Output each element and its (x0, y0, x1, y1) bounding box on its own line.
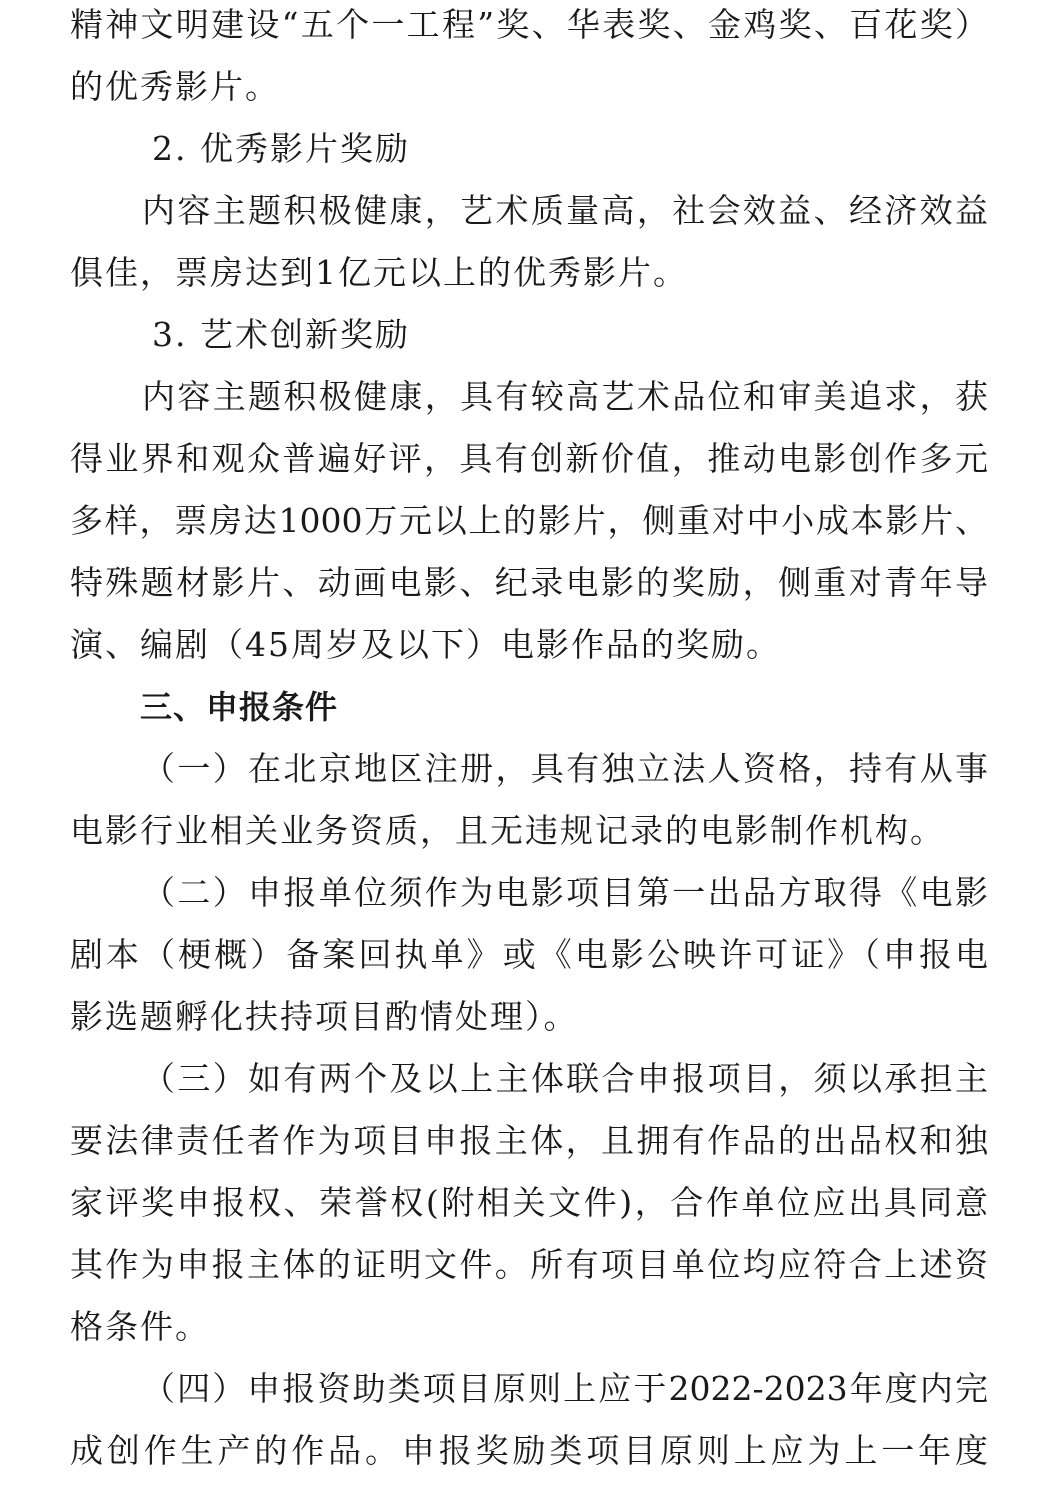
section-item-heading: 2. 优秀影片奖励 (152, 129, 410, 168)
text-line: 多样，票房达1000万元以上的影片，侧重对中小成本影片、 (70, 501, 988, 540)
text-line: （四）申报资助类项目原则上应于2022-2023年度内完 (142, 1369, 988, 1408)
text-line: 影选题孵化扶持项目酌情处理）。 (70, 997, 579, 1036)
section-item-heading: 3. 艺术创新奖励 (152, 315, 410, 354)
text-line: 电影行业相关业务资质，且无违规记录的电影制作机构。 (70, 811, 945, 850)
text-line: （一）在北京地区注册，具有独立法人资格，持有从事 (142, 749, 988, 788)
text-line: 得业界和观众普遍好评，具有创新价值，推动电影创作多元 (70, 439, 988, 478)
text-line: 俱佳，票房达到1亿元以上的优秀影片。 (70, 253, 688, 292)
text-line: 演、编剧（45周岁及以下）电影作品的奖励。 (70, 625, 781, 664)
text-line: 格条件。 (70, 1307, 210, 1346)
text-line: 特殊题材影片、动画电影、纪录电影的奖励，侧重对青年导 (70, 563, 988, 602)
text-line: 内容主题积极健康，艺术质量高，社会效益、经济效益 (142, 191, 988, 230)
text-line: 精神文明建设“五个一工程”奖、华表奖、金鸡奖、百花奖） (70, 5, 988, 44)
text-line: （三）如有两个及以上主体联合申报项目，须以承担主 (142, 1059, 988, 1098)
text-line: （二）申报单位须作为电影项目第一出品方取得《电影 (142, 873, 988, 912)
text-line: 成创作生产的作品。申报奖励类项目原则上应为上一年度 (70, 1431, 988, 1470)
text-line: 其作为申报主体的证明文件。所有项目单位均应符合上述资 (70, 1245, 988, 1284)
text-line: 的优秀影片。 (70, 67, 280, 106)
text-line: 家评奖申报权、荣誉权(附相关文件)，合作单位应出具同意 (70, 1183, 988, 1222)
text-line: 剧本（梗概）备案回执单》或《电影公映许可证》（申报电 (70, 935, 988, 974)
section-heading: 三、申报条件 (140, 688, 339, 726)
text-line: 内容主题积极健康，具有较高艺术品位和审美追求，获 (142, 377, 988, 416)
text-line: 要法律责任者作为项目申报主体，且拥有作品的出品权和独 (70, 1121, 988, 1160)
